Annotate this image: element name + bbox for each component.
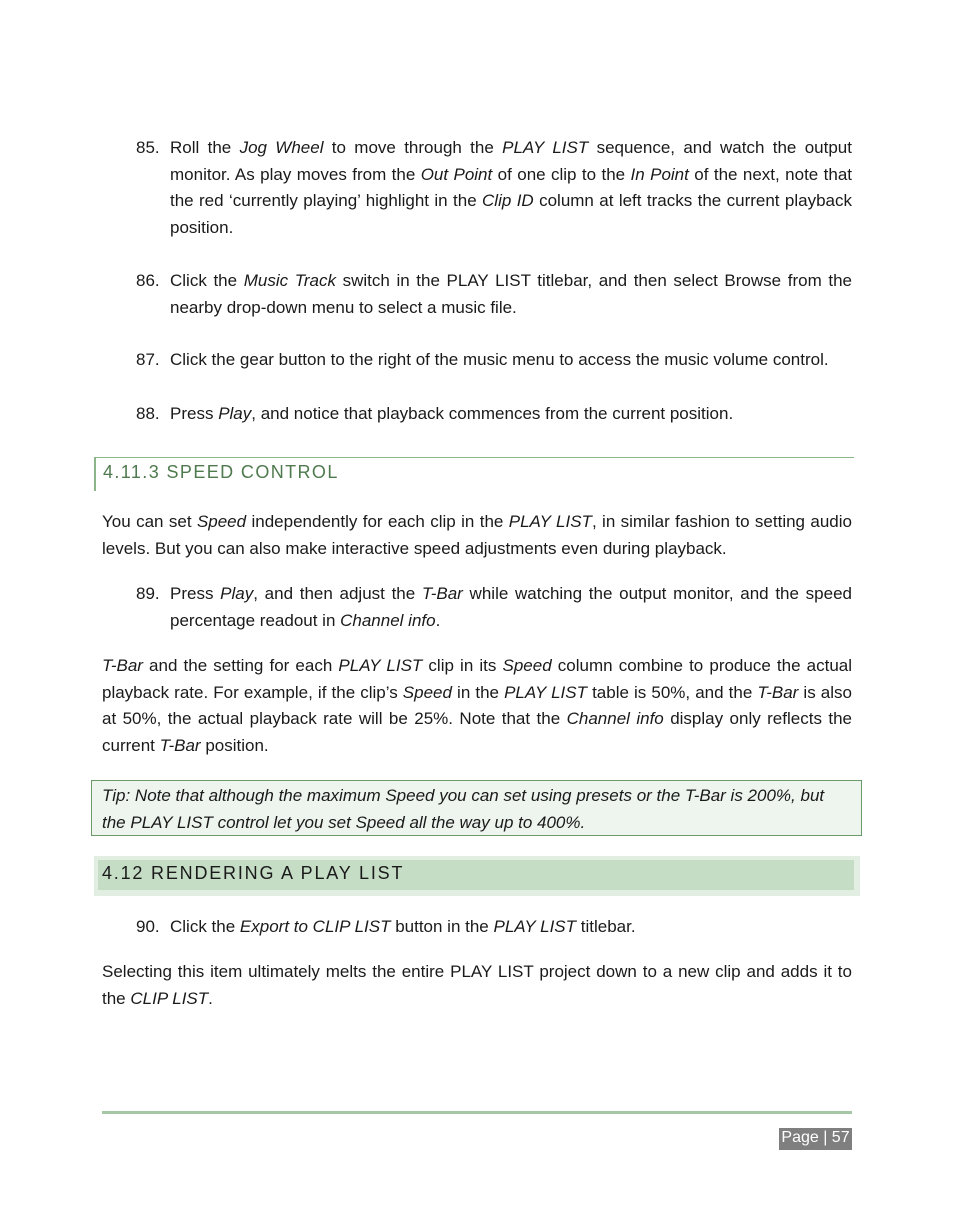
body-text: . <box>435 610 441 630</box>
body-text: Click the <box>170 271 244 290</box>
body-text: Press <box>170 404 219 423</box>
list-item-88 <box>136 401 852 428</box>
emphasis-text: PLAY LIST <box>508 512 592 531</box>
body-text: while watching the output monitor, and the speed percentage readout in <box>170 584 852 630</box>
emphasis-text: T-Bar <box>159 735 201 755</box>
body-text: clip in its <box>422 656 503 675</box>
emphasis-text: Speed <box>196 512 247 531</box>
emphasis-text: Play <box>220 584 254 603</box>
body-text: button in the <box>390 917 494 936</box>
body-text: to move through the <box>323 138 503 157</box>
item-number: 85. <box>136 138 160 157</box>
list-item-89 <box>136 581 852 634</box>
item-text <box>170 914 852 941</box>
emphasis-text: Export to CLIP LIST <box>239 917 391 936</box>
emphasis-text: PLAY LIST <box>338 656 423 675</box>
footer-rule <box>102 1111 852 1114</box>
paragraph-tbar <box>102 653 852 759</box>
body-text: column at left tracks the current playback position. <box>170 191 852 237</box>
emphasis-text: Play <box>218 404 252 423</box>
item-text <box>170 347 852 374</box>
emphasis-text: PLAY LIST <box>502 138 589 157</box>
body-text: display only reflects the current <box>102 709 852 755</box>
item-text <box>170 135 852 241</box>
body-text: independently for each clip in the <box>246 512 509 531</box>
item-number: 89. <box>136 584 160 603</box>
body-text: table is 50%, and the <box>586 682 758 702</box>
emphasis-text: T-Bar <box>102 656 143 675</box>
body-text: , and notice that playback commences from the current position. <box>251 404 734 423</box>
emphasis-text: PLAY LIST <box>504 682 587 702</box>
paragraph-speed-intro <box>102 509 852 562</box>
item-text <box>170 268 852 321</box>
emphasis-text: In Point <box>630 164 689 184</box>
emphasis-text: Channel info <box>340 610 436 630</box>
emphasis-text: PLAY LIST <box>493 917 577 936</box>
body-text: Roll the <box>170 138 240 157</box>
body-text: is also at 50%, the actual playback rate will be 25%. Note that the <box>102 682 852 729</box>
page-number: Page | 57 <box>781 1129 850 1146</box>
body-text: . <box>208 988 213 1008</box>
body-text: Selecting this item ultimately melts the entire PLAY LIST project down to a new clip and adds it to the <box>102 962 852 1008</box>
heading-text: 4.12 RENDERING A PLAY LIST <box>102 863 405 883</box>
page-number-badge <box>779 1128 852 1150</box>
emphasis-text: Music Track <box>243 271 336 290</box>
body-text: titlebar. <box>576 917 636 936</box>
body-text: of the next, note that the red ‘currently playing’ highlight in the <box>170 164 852 211</box>
emphasis-text: Channel info <box>566 709 664 729</box>
emphasis-text: Out Point <box>420 164 493 184</box>
body-text: Click the <box>170 917 240 936</box>
list-item-87 <box>136 347 852 374</box>
body-text: You can set <box>102 512 197 531</box>
section-heading-speed-control <box>94 457 854 491</box>
paragraph-render <box>102 959 852 1012</box>
list-item-86 <box>136 268 852 321</box>
item-number: 86. <box>136 271 160 290</box>
heading-text: 4.11.3 SPEED CONTROL <box>103 462 339 482</box>
body-text: in the <box>451 682 505 702</box>
body-text: sequence, and watch the output monitor. As play moves from the <box>170 138 852 184</box>
item-text <box>170 581 852 634</box>
body-text: , and then adjust the <box>253 584 422 603</box>
body-text: Press <box>170 584 221 603</box>
item-number: 88. <box>136 404 160 423</box>
section-heading-rendering <box>94 856 860 896</box>
tip-text: Tip: Note that although the maximum Speed you can set using presets or the T-Bar is 200%, but the PLAY LIST control let you set Speed all the way up to 400%. <box>102 786 825 832</box>
emphasis-text: T-Bar <box>421 584 463 603</box>
body-text: column combine to produce the actual playback rate. For example, if the clip’s <box>102 656 853 702</box>
emphasis-text: CLIP LIST <box>130 988 209 1008</box>
emphasis-text: Speed <box>402 682 452 702</box>
body-text: position. <box>200 735 269 755</box>
emphasis-text: Speed <box>502 656 552 675</box>
body-text: Click the gear button to the right of the music menu to access the music volume control. <box>170 350 829 369</box>
body-text: , in similar fashion to setting audio levels. But you can also make interactive speed adjustments even during playback. <box>102 512 852 558</box>
item-number: 87. <box>136 350 160 369</box>
emphasis-text: Clip ID <box>482 191 534 211</box>
list-item-90 <box>136 914 852 941</box>
tip-box <box>91 780 862 836</box>
item-number: 90. <box>136 917 160 936</box>
item-text <box>170 401 852 428</box>
body-text: switch in the PLAY LIST titlebar, and then select Browse from the nearby drop-down menu to select a music file. <box>170 271 852 317</box>
emphasis-text: T-Bar <box>757 682 799 702</box>
body-text: of one clip to the <box>492 164 631 184</box>
body-text: and the setting for each <box>142 656 339 675</box>
list-item-85 <box>136 135 852 241</box>
emphasis-text: Jog Wheel <box>239 138 324 157</box>
